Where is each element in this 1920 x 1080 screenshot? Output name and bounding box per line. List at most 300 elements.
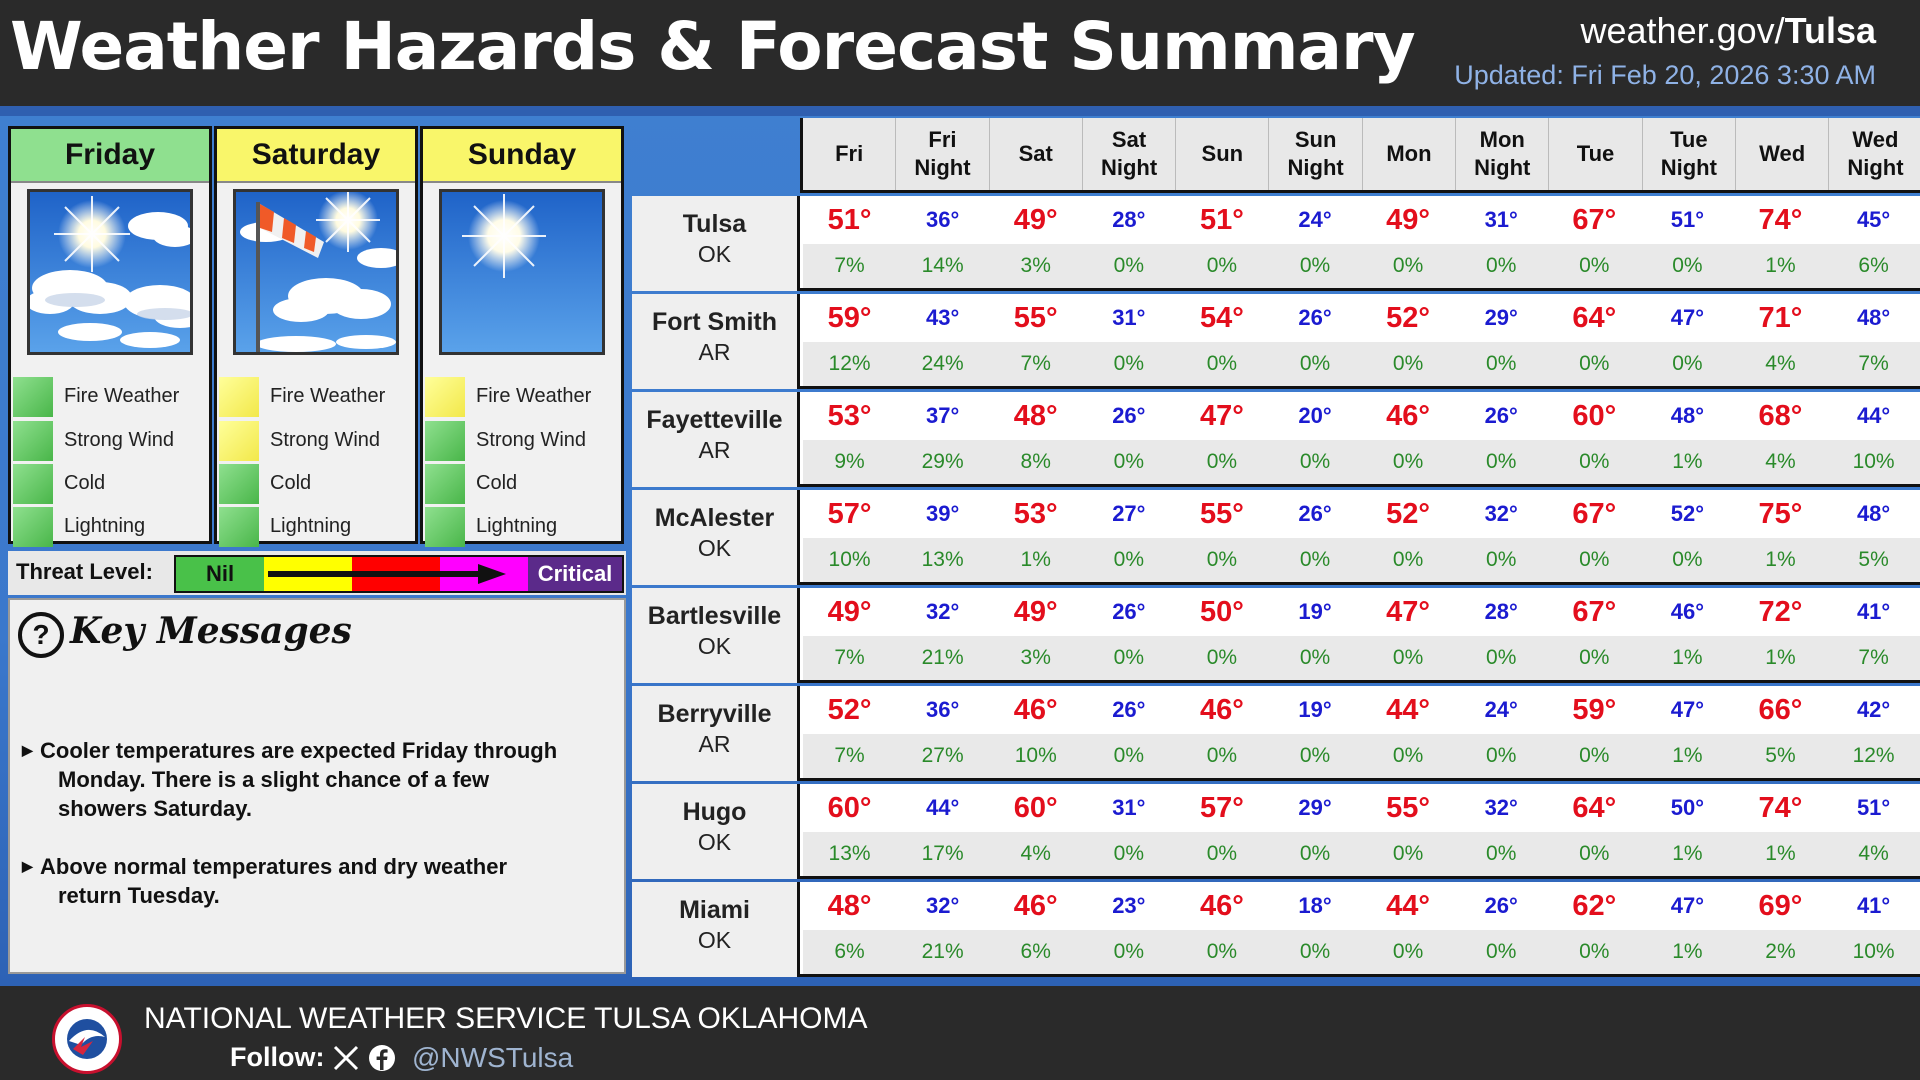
- high-temp-cell: 50°: [1199, 596, 1244, 628]
- city-name: Fort Smith: [652, 308, 777, 336]
- column-header-label: [1847, 126, 1903, 182]
- high-temp-cell: 64°: [1572, 792, 1617, 824]
- precip-chance-cell: 1%: [1765, 254, 1796, 277]
- high-temp-cell: 60°: [1013, 792, 1058, 824]
- precip-chance-cell: 0%: [1486, 450, 1517, 473]
- hazard-strong-wind: [423, 419, 621, 462]
- column-header-text: Night: [1474, 155, 1531, 180]
- column-header-label: [1474, 126, 1530, 182]
- low-temp-cell: 51°: [1856, 795, 1891, 820]
- high-temp-cell: 46°: [1013, 890, 1058, 922]
- high-temp-cell: 47°: [1386, 596, 1431, 628]
- day-panel-sunday: [420, 126, 624, 544]
- hazard-swatch: [13, 377, 53, 417]
- table-row: [632, 196, 1920, 291]
- low-temp-cell: 18°: [1298, 893, 1332, 918]
- city-name: Tulsa: [682, 210, 747, 238]
- high-temp-cell: 53°: [827, 400, 872, 432]
- low-temp-cell: 31°: [1112, 795, 1146, 820]
- low-temp-cell: 47°: [1670, 697, 1705, 722]
- high-temp-cell: 71°: [1758, 302, 1803, 334]
- table-row: [632, 784, 1920, 879]
- temperature-row: [803, 882, 1920, 930]
- sun-clouds-icon: [27, 189, 193, 355]
- high-temp-cell: 74°: [1758, 792, 1803, 824]
- high-temp-cell: 72°: [1758, 596, 1803, 628]
- hazard-swatch: [425, 377, 465, 417]
- precip-chance-cell: 0%: [1672, 352, 1703, 375]
- precip-chance-cell: 7%: [1020, 352, 1051, 375]
- high-temp-cell: 67°: [1572, 204, 1617, 236]
- site-link[interactable]: [1581, 10, 1877, 52]
- precip-chance-cell: 5%: [1765, 744, 1796, 767]
- precip-chance-cell: 0%: [1113, 842, 1144, 865]
- precip-chance-row: [803, 440, 1920, 484]
- threat-level-label: Threat Level:: [16, 559, 153, 584]
- precip-chance-cell: 0%: [1113, 352, 1144, 375]
- low-temp-cell: 36°: [926, 697, 960, 722]
- hazard-swatch: [219, 421, 259, 461]
- precip-chance-cell: 0%: [1206, 646, 1238, 669]
- low-temp-cell: 26°: [1298, 501, 1332, 526]
- column-header-text: Wed: [1852, 127, 1899, 152]
- site-office: Tulsa: [1784, 10, 1876, 51]
- low-temp-cell: 46°: [1670, 599, 1705, 624]
- column-header-text: Tue: [1576, 141, 1615, 166]
- column-header-text: Fri: [928, 127, 957, 152]
- precip-chance-row: [803, 538, 1920, 582]
- precip-chance-cell: 10%: [1852, 940, 1895, 963]
- precip-chance-cell: 9%: [834, 450, 865, 473]
- column-header-label: [1661, 126, 1717, 182]
- high-temp-cell: 46°: [1199, 890, 1244, 922]
- city-cell: [632, 686, 800, 781]
- precip-chance-cell: 0%: [1486, 842, 1517, 865]
- low-temp-cell: 44°: [1856, 403, 1891, 428]
- hazard-cold: [423, 462, 621, 505]
- precip-chance-cell: 0%: [1113, 450, 1144, 473]
- hazard-label: Cold: [64, 472, 106, 494]
- hazard-strong-wind: [217, 419, 415, 462]
- facebook-icon[interactable]: [368, 1044, 396, 1072]
- low-temp-cell: 47°: [1670, 305, 1705, 330]
- low-temp-cell: 26°: [1484, 403, 1518, 428]
- nws-logo-icon: [52, 1004, 122, 1074]
- key-message-line: Cooler temperatures are expected Friday through: [40, 738, 558, 763]
- precip-chance-cell: 0%: [1113, 548, 1144, 571]
- city-cell: [632, 882, 800, 977]
- hazard-swatch: [13, 421, 53, 461]
- high-temp-cell: 49°: [1386, 204, 1431, 236]
- city-state: OK: [697, 535, 732, 561]
- city-name: Miami: [679, 896, 750, 924]
- precip-chance-cell: 0%: [1392, 254, 1424, 277]
- precip-chance-cell: 0%: [1392, 940, 1424, 963]
- precip-chance-cell: 0%: [1579, 842, 1610, 865]
- city-cell: [632, 392, 800, 487]
- precip-chance-cell: 0%: [1299, 842, 1331, 865]
- column-header-label: [1101, 126, 1157, 182]
- high-temp-cell: 67°: [1572, 498, 1617, 530]
- high-temp-cell: 64°: [1572, 302, 1617, 334]
- high-temp-cell: 75°: [1758, 498, 1803, 530]
- column-header: [1363, 118, 1456, 190]
- precip-chance-cell: 13%: [921, 548, 964, 571]
- city-cell: [632, 784, 800, 879]
- low-temp-cell: 32°: [926, 893, 960, 918]
- low-temp-cell: 47°: [1670, 893, 1705, 918]
- low-temp-cell: 48°: [1670, 403, 1705, 428]
- high-temp-cell: 57°: [1199, 792, 1244, 824]
- column-header-text: Mon: [1479, 127, 1525, 152]
- column-header-text: Night: [914, 155, 971, 180]
- city-cell: [632, 588, 800, 683]
- precip-chance-cell: 4%: [1020, 842, 1051, 865]
- high-temp-cell: 62°: [1572, 890, 1617, 922]
- low-temp-cell: 37°: [926, 403, 960, 428]
- temperature-row: [803, 294, 1920, 342]
- precip-chance-row: [803, 244, 1920, 288]
- precip-chance-cell: 0%: [1299, 646, 1331, 669]
- precip-chance-cell: 1%: [1765, 548, 1796, 571]
- column-header-text: Sun: [1201, 141, 1244, 166]
- precip-chance-cell: 0%: [1579, 254, 1610, 277]
- low-temp-cell: 23°: [1112, 893, 1146, 918]
- precip-chance-cell: 17%: [921, 842, 964, 865]
- column-header-label: [1288, 126, 1344, 182]
- city-name: Hugo: [682, 798, 747, 826]
- hazard-lightning: [11, 505, 209, 548]
- key-messages-panel: [8, 598, 626, 974]
- precip-chance-cell: 0%: [1299, 254, 1331, 277]
- precip-chance-cell: 21%: [921, 940, 964, 963]
- precip-chance-cell: 14%: [921, 254, 964, 277]
- hazard-label: Fire Weather: [64, 385, 180, 407]
- precip-chance-cell: 6%: [834, 940, 865, 963]
- high-temp-cell: 52°: [1386, 498, 1431, 530]
- city-state: OK: [697, 927, 732, 953]
- header-bar: [0, 0, 1920, 106]
- high-temp-cell: 69°: [1758, 890, 1803, 922]
- high-temp-cell: 46°: [1013, 694, 1058, 726]
- precip-chance-cell: 7%: [834, 744, 865, 767]
- precip-chance-cell: 0%: [1206, 548, 1238, 571]
- table-row: [632, 392, 1920, 487]
- city-name: Fayetteville: [646, 406, 783, 434]
- main-top-bar: [0, 106, 1920, 116]
- low-temp-cell: 32°: [1484, 795, 1518, 820]
- high-temp-cell: 51°: [827, 204, 872, 236]
- hazard-label: Cold: [476, 472, 518, 494]
- precip-chance-cell: 0%: [1206, 940, 1238, 963]
- precip-chance-cell: 0%: [1113, 254, 1144, 277]
- high-temp-cell: 59°: [827, 302, 872, 334]
- day-header: Sunday: [423, 129, 621, 183]
- precip-chance-cell: 12%: [828, 352, 871, 375]
- low-temp-cell: 26°: [1112, 599, 1146, 624]
- city-state: OK: [697, 241, 732, 267]
- precip-chance-cell: 0%: [1206, 352, 1238, 375]
- high-temp-cell: 44°: [1386, 890, 1431, 922]
- low-temp-cell: 52°: [1670, 501, 1705, 526]
- low-temp-cell: 26°: [1484, 893, 1518, 918]
- left-panel: [8, 126, 626, 974]
- hazard-lightning: [217, 505, 415, 548]
- precip-chance-cell: 0%: [1299, 940, 1331, 963]
- sunny-icon: [439, 189, 605, 355]
- hazard-swatch: [13, 464, 53, 504]
- high-temp-cell: 57°: [827, 498, 872, 530]
- hazard-swatch: [425, 421, 465, 461]
- column-header: [1456, 118, 1549, 190]
- high-temp-cell: 52°: [827, 694, 872, 726]
- precip-chance-cell: 0%: [1579, 450, 1610, 473]
- precip-chance-cell: 0%: [1486, 548, 1517, 571]
- precip-chance-cell: 4%: [1765, 352, 1796, 375]
- column-header-text: Fri: [835, 141, 864, 166]
- hazard-lightning: [423, 505, 621, 548]
- footer-org-name: NATIONAL WEATHER SERVICE TULSA OKLAHOMA: [144, 1002, 868, 1035]
- precip-chance-cell: 24%: [921, 352, 964, 375]
- table-row: [632, 490, 1920, 585]
- high-temp-cell: 44°: [1386, 694, 1431, 726]
- precip-chance-cell: 1%: [1765, 646, 1796, 669]
- precip-chance-cell: 7%: [834, 254, 865, 277]
- column-header-text: Wed: [1759, 141, 1806, 166]
- low-temp-cell: 24°: [1484, 697, 1518, 722]
- high-temp-cell: 51°: [1199, 204, 1244, 236]
- high-temp-cell: 74°: [1758, 204, 1803, 236]
- follow-text: Follow:: [230, 1042, 325, 1072]
- table-row: [632, 294, 1920, 389]
- table-row: [632, 686, 1920, 781]
- precip-chance-cell: 4%: [1765, 450, 1796, 473]
- column-header-text: Mon: [1386, 141, 1432, 166]
- precip-chance-cell: 0%: [1486, 646, 1517, 669]
- city-cell: [632, 490, 800, 585]
- precip-chance-cell: 5%: [1858, 548, 1889, 571]
- table-row: [632, 882, 1920, 977]
- hazard-label: Lightning: [64, 515, 146, 537]
- city-name: Bartlesville: [647, 602, 782, 630]
- hazard-swatch: [425, 507, 465, 547]
- column-header: [1643, 118, 1736, 190]
- low-temp-cell: 28°: [1112, 207, 1146, 232]
- precip-chance-row: [803, 930, 1920, 974]
- column-header-label: [1577, 140, 1614, 168]
- low-temp-cell: 26°: [1112, 697, 1146, 722]
- hazard-label: Lightning: [476, 515, 558, 537]
- precip-chance-cell: 0%: [1392, 646, 1424, 669]
- column-header: [803, 118, 896, 190]
- high-temp-cell: 46°: [1199, 694, 1244, 726]
- day-panel-saturday: [214, 126, 418, 544]
- precip-chance-cell: 0%: [1486, 940, 1517, 963]
- precip-chance-row: [803, 636, 1920, 680]
- precip-chance-row: [803, 342, 1920, 386]
- precip-chance-cell: 0%: [1486, 744, 1517, 767]
- precip-chance-cell: 1%: [1672, 744, 1703, 767]
- city-state: OK: [697, 829, 732, 855]
- hazard-swatch: [219, 377, 259, 417]
- hazard-cold: [11, 462, 209, 505]
- day-header: Friday: [11, 129, 209, 183]
- key-message-line: return Tuesday.: [58, 883, 220, 908]
- precip-chance-cell: 1%: [1672, 842, 1703, 865]
- column-header-text: Night: [1847, 155, 1904, 180]
- high-temp-cell: 60°: [1572, 400, 1617, 432]
- column-header-label: [1019, 140, 1053, 168]
- hazard-fire-weather: [217, 375, 415, 418]
- precip-chance-cell: 0%: [1392, 842, 1424, 865]
- precip-chance-cell: 0%: [1392, 548, 1424, 571]
- key-message-2: [22, 852, 622, 910]
- high-temp-cell: 68°: [1758, 400, 1803, 432]
- low-temp-cell: 19°: [1298, 599, 1332, 624]
- precip-chance-cell: 0%: [1579, 646, 1610, 669]
- precip-chance-cell: 7%: [834, 646, 865, 669]
- column-header-text: Tue: [1670, 127, 1708, 152]
- column-header: [990, 118, 1083, 190]
- high-temp-cell: 48°: [1013, 400, 1058, 432]
- forecast-table: [632, 118, 1920, 982]
- precip-chance-cell: 3%: [1020, 646, 1051, 669]
- precip-chance-cell: 0%: [1206, 744, 1238, 767]
- high-temp-cell: 66°: [1758, 694, 1803, 726]
- city-name: McAlester: [654, 504, 775, 532]
- temperature-row: [803, 784, 1920, 832]
- temperature-row: [803, 196, 1920, 244]
- high-temp-cell: 53°: [1013, 498, 1058, 530]
- precip-chance-cell: 6%: [1020, 940, 1051, 963]
- high-temp-cell: 49°: [1013, 204, 1058, 236]
- precip-chance-cell: 1%: [1672, 450, 1703, 473]
- precip-chance-cell: 7%: [1858, 352, 1889, 375]
- city-state: AR: [698, 437, 731, 463]
- column-header-label: [914, 126, 970, 182]
- precip-chance-cell: 1%: [1020, 548, 1051, 571]
- column-header: [1736, 118, 1829, 190]
- precip-chance-cell: 0%: [1299, 548, 1331, 571]
- precip-chance-row: [803, 832, 1920, 876]
- column-header: [1829, 118, 1920, 190]
- low-temp-cell: 26°: [1298, 305, 1332, 330]
- hazard-cold: [217, 462, 415, 505]
- low-temp-cell: 20°: [1298, 403, 1332, 428]
- low-temp-cell: 51°: [1670, 207, 1705, 232]
- low-temp-cell: 41°: [1856, 893, 1891, 918]
- column-header-text: Sat: [1111, 127, 1147, 152]
- high-temp-cell: 55°: [1013, 302, 1058, 334]
- threat-nil: Nil: [176, 557, 264, 591]
- precip-chance-cell: 0%: [1206, 254, 1238, 277]
- key-message-line: Monday. There is a slight chance of a few: [58, 767, 490, 792]
- hazard-label: Cold: [270, 472, 312, 494]
- precip-chance-cell: 0%: [1579, 940, 1610, 963]
- key-message-line: Above normal temperatures and dry weather: [40, 854, 508, 879]
- low-temp-cell: 32°: [1484, 501, 1518, 526]
- social-handle[interactable]: @NWSTulsa: [412, 1042, 574, 1073]
- high-temp-cell: 52°: [1386, 302, 1431, 334]
- precip-chance-cell: 27%: [921, 744, 964, 767]
- high-temp-cell: 47°: [1199, 400, 1244, 432]
- precip-chance-cell: 0%: [1672, 254, 1703, 277]
- column-header-row: [800, 118, 1920, 193]
- column-header-text: Sun: [1294, 127, 1337, 152]
- precip-chance-cell: 10%: [1852, 450, 1895, 473]
- bullet-triangle-icon: ▶: [22, 858, 33, 874]
- table-row: [632, 588, 1920, 683]
- low-temp-cell: 50°: [1670, 795, 1705, 820]
- precip-chance-cell: 12%: [1852, 744, 1895, 767]
- precip-chance-cell: 4%: [1858, 842, 1889, 865]
- precip-chance-cell: 0%: [1486, 352, 1517, 375]
- hazard-label: Strong Wind: [476, 429, 587, 451]
- column-header: [896, 118, 989, 190]
- precip-chance-cell: 0%: [1392, 744, 1424, 767]
- low-temp-cell: 31°: [1112, 305, 1146, 330]
- hazard-label: Strong Wind: [270, 429, 381, 451]
- precip-chance-cell: 3%: [1020, 254, 1051, 277]
- site-prefix: weather.gov/: [1580, 10, 1785, 51]
- low-temp-cell: 36°: [926, 207, 960, 232]
- precip-chance-cell: 10%: [1014, 744, 1057, 767]
- low-temp-cell: 31°: [1484, 207, 1518, 232]
- precip-chance-cell: 0%: [1579, 548, 1610, 571]
- low-temp-cell: 29°: [1484, 305, 1518, 330]
- hazard-label: Fire Weather: [270, 385, 386, 407]
- key-message-1: [22, 736, 622, 823]
- follow-label: [230, 1042, 324, 1073]
- precip-chance-cell: 1%: [1672, 646, 1703, 669]
- precip-chance-cell: 0%: [1113, 646, 1144, 669]
- high-temp-cell: 48°: [827, 890, 872, 922]
- question-icon: ?: [18, 612, 64, 658]
- city-state: AR: [698, 339, 731, 365]
- hazard-label: Lightning: [270, 515, 352, 537]
- low-temp-cell: 45°: [1856, 207, 1891, 232]
- precip-chance-cell: 0%: [1206, 842, 1238, 865]
- bullet-triangle-icon: ▶: [22, 742, 33, 758]
- high-temp-cell: 46°: [1386, 400, 1431, 432]
- precip-chance-cell: 1%: [1672, 940, 1703, 963]
- hazard-swatch: [13, 507, 53, 547]
- threat-critical: Critical: [528, 557, 622, 591]
- hazard-swatch: [219, 464, 259, 504]
- city-cell: [632, 196, 800, 291]
- column-header-label: [1386, 140, 1431, 168]
- high-temp-cell: 59°: [1572, 694, 1617, 726]
- precip-chance-cell: 0%: [1299, 450, 1331, 473]
- precip-chance-cell: 0%: [1392, 352, 1424, 375]
- low-temp-cell: 48°: [1856, 305, 1891, 330]
- temperature-row: [803, 588, 1920, 636]
- key-message-line: showers Saturday.: [58, 796, 252, 821]
- precip-chance-cell: 13%: [828, 842, 871, 865]
- hazard-strong-wind: [11, 419, 209, 462]
- x-icon[interactable]: [332, 1044, 360, 1072]
- high-temp-cell: 55°: [1199, 498, 1244, 530]
- low-temp-cell: 43°: [926, 305, 960, 330]
- precip-chance-cell: 0%: [1206, 450, 1238, 473]
- precip-chance-cell: 0%: [1672, 548, 1703, 571]
- precip-chance-cell: 0%: [1486, 254, 1517, 277]
- hazard-label: Strong Wind: [64, 429, 175, 451]
- precip-chance-cell: 0%: [1299, 352, 1331, 375]
- hazard-fire-weather: [423, 375, 621, 418]
- column-header-label: [1759, 140, 1805, 168]
- low-temp-cell: 42°: [1856, 697, 1891, 722]
